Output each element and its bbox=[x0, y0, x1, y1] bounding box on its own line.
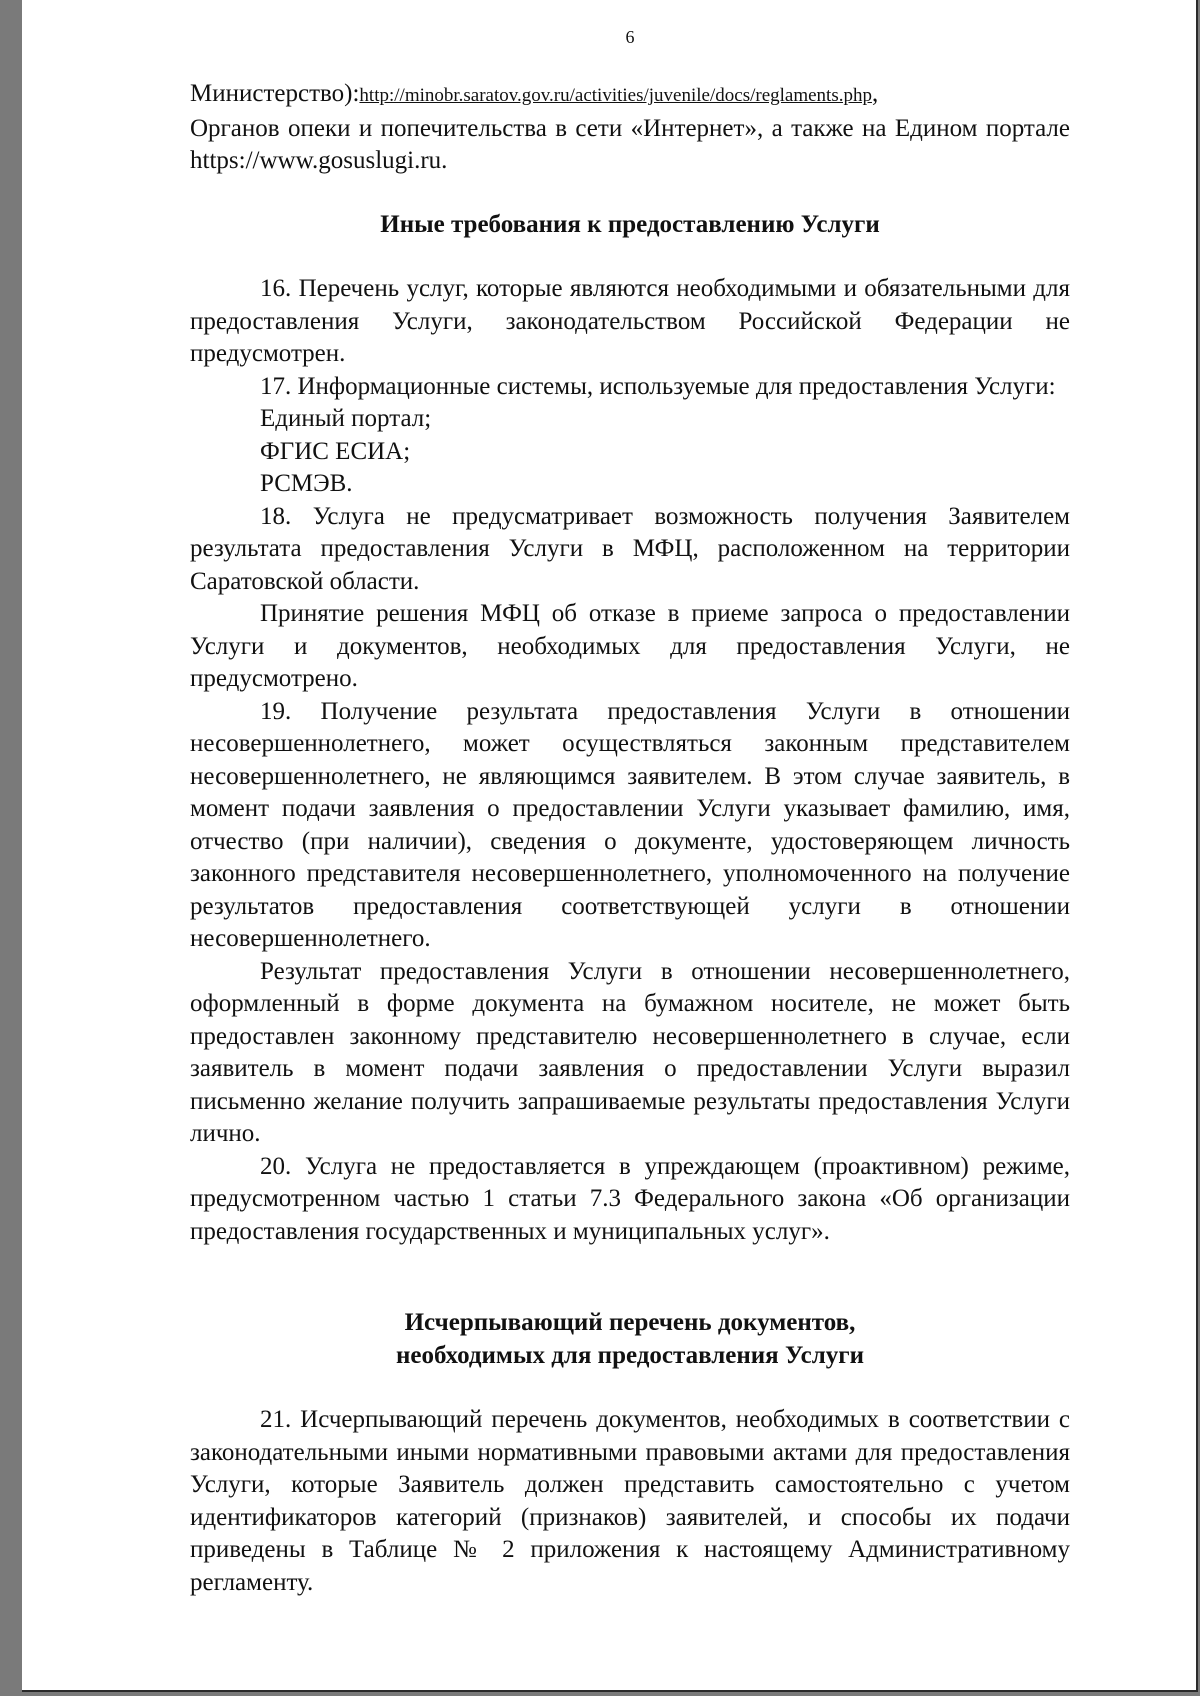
intro-prefix: Министерство): bbox=[190, 80, 360, 107]
paragraph-17: 17. Информационные системы, используемые для предоставления Услуги: bbox=[260, 372, 1056, 400]
intro-comma: , bbox=[871, 80, 879, 107]
section-documents-list bbox=[190, 1307, 1070, 1372]
intro-paragraph bbox=[190, 78, 1070, 178]
list-item-portal: Единый портал; bbox=[260, 405, 432, 432]
paragraph-20: 20. Услуга не предоставляется в упреждающем (проактивном) режиме, предусмотренном частью 1 статьи 7.3 Федерального закона «Об организации предоставления государственных и муниципальных услуг». bbox=[190, 1152, 1070, 1245]
paragraph-19: 19. Получение результата предоставления Услуги в отношении несовершеннолетнего, может осуществляться законным представителем несовершеннолетнего, не являющимся заявителем. В этом случае заявитель, в момент подачи заявления о предоставлении Услуги указывает фамилию, имя, отчество (при наличии), сведения о документе, удостоверяющем личность законного представителя несовершеннолетнего, уполномоченного на получение результатов предоставления соответствующей услуги в отношении несовершеннолетнего. bbox=[190, 697, 1070, 952]
paragraph-18-second: Принятие решения МФЦ об отказе в приеме запроса о предоставлении Услуги и документов, необходимых для предоставления Услуги, не предусмотрено. bbox=[190, 600, 1070, 692]
list-item-fgis: ФГИС ЕСИА; bbox=[260, 437, 411, 465]
list-item-rsmev: РСМЭВ. bbox=[260, 470, 353, 497]
section-title-line-2: необходимых для предоставления Услуги bbox=[396, 1341, 864, 1369]
intro-rest: Органов опеки и попечительства в сети «Интернет», а также на Едином портале https://www.gosuslugi.ru. bbox=[190, 114, 1070, 174]
paragraph-16: 16. Перечень услуг, которые являются необходимыми и обязательными для предоставления Услуги, законодательством Российской Федерации не предусмотрен. bbox=[190, 275, 1070, 367]
page-number: 6 bbox=[625, 27, 635, 47]
section-title-other-requirements: Иные требования к предоставлению Услуги bbox=[380, 211, 880, 238]
intro-first-line bbox=[190, 78, 1070, 113]
paragraph-21-block bbox=[190, 1404, 1070, 1599]
reglaments-link[interactable]: http://minobr.saratov.gov.ru/activities/juvenile/docs/reglaments.php bbox=[359, 85, 872, 106]
paragraph-21: 21. Исчерпывающий перечень документов, необходимых в соответствии с законодательными иными нормативными правовыми актами для предоставления Услуги, которые Заявитель должен представить самостоятельно с учетом идентификаторов категорий (признаков) заявителей, и способы их подачи приведены в Таблице № 2 приложения к настоящему Административному регламенту. bbox=[190, 1406, 1070, 1596]
paragraph-18: 18. Услуга не предусматривает возможность получения Заявителем результата предоставления Услуги в МФЦ, расположенном на территории Саратовской области. bbox=[190, 502, 1070, 595]
document-page bbox=[22, 0, 1198, 1692]
section-title-line-1: Исчерпывающий перечень документов, bbox=[404, 1309, 856, 1336]
paragraphs-16-20 bbox=[190, 273, 1070, 1248]
paragraph-19-second: Результат предоставления Услуги в отношении несовершеннолетнего, оформленный в форме документа на бумажном носителе, не может быть предоставлен законному представителю несовершеннолетнего в случае, если заявитель в момент подачи заявления о предоставлении Услуги выразил письменно желание получить запрашиваемые результаты предоставления Услуги лично. bbox=[190, 957, 1070, 1147]
section-other-requirements bbox=[190, 209, 1070, 242]
